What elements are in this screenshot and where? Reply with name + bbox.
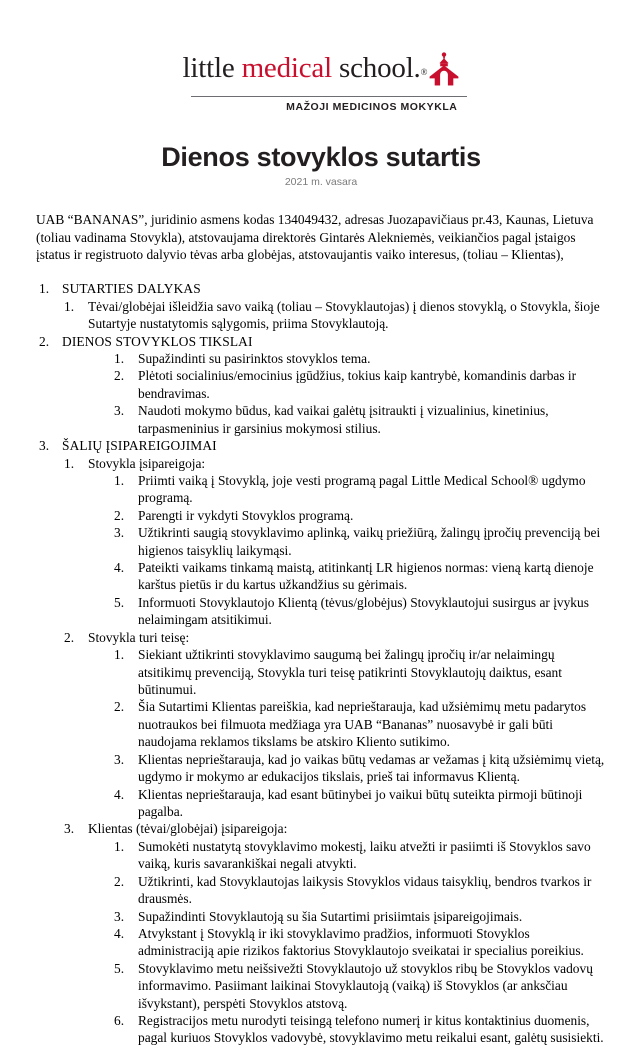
section-subitem bbox=[114, 960, 606, 1012]
section-subitem bbox=[114, 698, 606, 750]
logo-divider bbox=[191, 96, 468, 97]
section-subitem-number: 4. bbox=[114, 786, 125, 802]
section-subitem bbox=[114, 472, 606, 507]
section-subitem-number: 1. bbox=[114, 647, 125, 663]
logo-word-little: little bbox=[182, 52, 235, 84]
section-subitem-number: 2. bbox=[114, 507, 125, 523]
section-subitem-text: Klientas neprieštarauja, kad jo vaikas būtų vedamas ar vežamas į kitą užsiėmimų vietą, ugdymo ir mokymo ar edukacijos tikslais, prieš tai informavus Klientą. bbox=[138, 751, 605, 785]
section-subitem-text: Parengti ir vykdyti Stovyklos programą. bbox=[138, 507, 354, 523]
contract-section bbox=[36, 280, 606, 332]
section-subitem-number: 1. bbox=[114, 472, 125, 488]
section-subitem bbox=[114, 751, 606, 786]
section-subitem bbox=[114, 524, 606, 559]
section-subitem-number: 3. bbox=[114, 908, 125, 924]
section-subitem-text: Klientas neprieštarauja, kad esant būtinybei jo vaikui būtų suteikta pirmoji būtinoji pagalba. bbox=[138, 786, 583, 819]
section-item bbox=[62, 455, 606, 629]
section-item-text: Supažindinti su pasirinktos stovyklos tema. bbox=[138, 351, 371, 366]
section-subitem-number: 3. bbox=[114, 525, 125, 541]
section-subitem-text: Atvykstant į Stovyklą ir iki stovyklavimo pradžios, informuoti Stovyklos administraciją apie rizikos faktorius Stovyklautojo sveikatai ir specialius poreikius. bbox=[138, 925, 584, 959]
section-item-number: 3. bbox=[114, 403, 125, 419]
section-subitem bbox=[114, 786, 606, 821]
logo-word-medical: medical bbox=[241, 52, 332, 84]
intro-paragraph: UAB “BANANAS”, juridinio asmens kodas 134049432, adresas Juozapavičiaus pr.43, Kaunas, Lietuva (toliau vadinama Stovykla), atstovaujama direktorės Gintarės Alekniemės, veikiančios pagal įstaigos įstatus ir registruoto dalyvio tėvas arba globėjas, atstovaujantis vaiko interesus, (toliau – Klientas), bbox=[36, 211, 594, 263]
section-subitem bbox=[114, 559, 606, 594]
section-item-text: Naudoti mokymo būdus, kad vaikai galėtų įsitraukti į vizualinius, kinetinius, tarpasmeninius ir garsinius mokymosi stilius. bbox=[138, 403, 549, 436]
section-subitem bbox=[114, 925, 606, 960]
section-item-text: Stovykla įsipareigoja: bbox=[88, 455, 206, 471]
section-subitem-number: 5. bbox=[114, 960, 125, 976]
section-item-list bbox=[62, 455, 606, 1047]
section-heading: ŠALIŲ ĮSIPAREIGOJIMAI bbox=[62, 438, 217, 454]
section-subitem bbox=[114, 1012, 606, 1047]
logo-wordmark bbox=[183, 52, 460, 92]
contract-section bbox=[36, 437, 606, 1047]
section-item-number: 1. bbox=[114, 351, 125, 366]
section-heading: SUTARTIES DALYKAS bbox=[62, 281, 201, 297]
contract-outline bbox=[36, 280, 606, 1047]
section-subitem-text: Stovyklavimo metu neišsivežti Stovyklautojo už stovyklos ribų be Stovyklos vadovų informavimo. Pasiimant laikinai Stovyklautoją (vaiką) iš Stovyklos (ar anksčiau išvykstant), perspėti Stovyklos atstovą. bbox=[138, 960, 593, 1011]
section-subitem-number: 2. bbox=[114, 699, 125, 715]
section-subitem-text: Pateikti vaikams tinkamą maistą, atitinkantį LR higienos normas: vieną kartą dienoje karštus pietūs ir du kartus užkandžius su gėrimais. bbox=[138, 560, 594, 593]
section-subitem-text: Supažindinti Stovyklautoją su šia Sutartimi prisiimtais įsipareigojimais. bbox=[138, 908, 523, 924]
section-item-number: 3. bbox=[64, 821, 75, 837]
section-subitem-text: Informuoti Stovyklautojo Klientą (tėvus/globėjus) Stovyklautojui susirgus ar įvykus nelaimingam atsitikimui. bbox=[138, 594, 589, 628]
section-item-number: 1. bbox=[64, 455, 75, 471]
contract-section bbox=[36, 333, 606, 438]
section-subitem-number: 5. bbox=[114, 594, 125, 610]
section-item bbox=[112, 350, 606, 367]
section-item-text: Klientas (tėvai/globėjai) įsipareigoja: bbox=[88, 821, 288, 837]
section-item bbox=[62, 820, 606, 1046]
page-title: Dienos stovyklos sutartis bbox=[161, 142, 481, 172]
section-subitem bbox=[114, 594, 606, 629]
registered-trademark-icon: ® bbox=[420, 67, 428, 77]
section-subitem-number: 4. bbox=[114, 925, 125, 941]
section-number: 3. bbox=[39, 438, 50, 454]
section-subitem-list bbox=[88, 838, 606, 1047]
section-subitem-text: Užtikrinti, kad Stovyklautojas laikysis Stovyklos vidaus taisyklių, bendros tvarkos ir drausmės. bbox=[138, 873, 592, 907]
section-subitem-list bbox=[88, 646, 606, 820]
section-subitem-text: Siekiant užtikrinti stovyklavimo saugumą bei žalingų įpročių ir/ar nelaimingų atsitikimų prevenciją, Stovykla turi teisę patikrinti Stovyklautojų daiktus, esant būtinumui. bbox=[138, 647, 562, 698]
section-subitem bbox=[114, 908, 606, 925]
schoolhouse-icon bbox=[429, 52, 459, 92]
section-subitem-number: 1. bbox=[114, 838, 125, 854]
page-subtitle: 2021 m. vasara bbox=[284, 176, 358, 189]
section-item bbox=[112, 402, 606, 437]
section-item-number: 2. bbox=[114, 368, 125, 384]
section-subitem-text: Šia Sutartimi Klientas pareiškia, kad neprieštarauja, kad užsiėmimų metu padarytos nuotraukos bei filmuota medžiaga yra UAB “Bananas” nuosavybė ir gali būti naudojama reklamos tikslams be atskiro Kliento sutikimo. bbox=[138, 699, 587, 750]
section-item bbox=[112, 367, 606, 402]
brand-logo bbox=[36, 0, 606, 115]
section-subitem-number: 4. bbox=[114, 560, 125, 576]
section-subitem-number: 6. bbox=[114, 1013, 125, 1029]
section-subitem-text: Priimti vaiką į Stovyklą, joje vesti programą pagal Little Medical School® ugdymo programą. bbox=[138, 472, 586, 506]
section-item-text: Plėtoti socialinius/emocinius įgūdžius, tokius kaip kantrybė, komandinis darbas ir bendravimas. bbox=[138, 368, 577, 401]
section-subitem-number: 2. bbox=[114, 873, 125, 889]
section-item-number: 1. bbox=[64, 298, 75, 314]
section-subitem bbox=[114, 873, 606, 908]
section-subitem-text: Sumokėti nustatytą stovyklavimo mokestį, laiku atvežti ir pasiimti iš Stovyklos savo vaiką, kuris savarankiškai negali atvykti. bbox=[138, 838, 591, 872]
section-number: 1. bbox=[39, 281, 50, 297]
section-subitem-list bbox=[88, 472, 606, 629]
logo-word-school: school. bbox=[339, 52, 421, 84]
section-item-list bbox=[62, 350, 606, 437]
section-subitem-text: Užtikrinti saugią stovyklavimo aplinką, vaikų priežiūrą, žalingų įpročių prevenciją bei higienos taisyklių laikymąsi. bbox=[138, 525, 601, 558]
title-block bbox=[36, 142, 606, 189]
section-number: 2. bbox=[39, 333, 50, 349]
section-item-text: Stovykla turi teisę: bbox=[88, 629, 190, 645]
section-item-number: 2. bbox=[64, 629, 75, 645]
section-subitem-text: Registracijos metu nurodyti teisingą telefono numerį ir kitus kontaktinius duomenis, pagal kuriuos Stovyklos vadovybė, stovyklavimo metu reikalui esant, galėtų susisiekti. bbox=[138, 1013, 604, 1046]
section-list bbox=[36, 280, 606, 1047]
section-subitem-number: 3. bbox=[114, 751, 125, 767]
section-item bbox=[62, 629, 606, 821]
section-item bbox=[62, 298, 606, 333]
section-item-text: Tėvai/globėjai išleidžia savo vaiką (toliau – Stovyklautojas) į dienos stovyklą, o Stovykla, šioje Sutartyje nustatytomis sąlygomis, priima Stovyklautoją. bbox=[88, 298, 600, 332]
logo-tagline: MAŽOJI MEDICINOS MOKYKLA bbox=[286, 101, 458, 113]
section-subitem bbox=[114, 838, 606, 873]
section-subitem bbox=[114, 646, 606, 698]
section-item-list bbox=[62, 298, 606, 333]
logo-row bbox=[183, 52, 460, 113]
section-subitem bbox=[114, 507, 606, 524]
section-heading: DIENOS STOVYKLOS TIKSLAI bbox=[62, 333, 253, 349]
